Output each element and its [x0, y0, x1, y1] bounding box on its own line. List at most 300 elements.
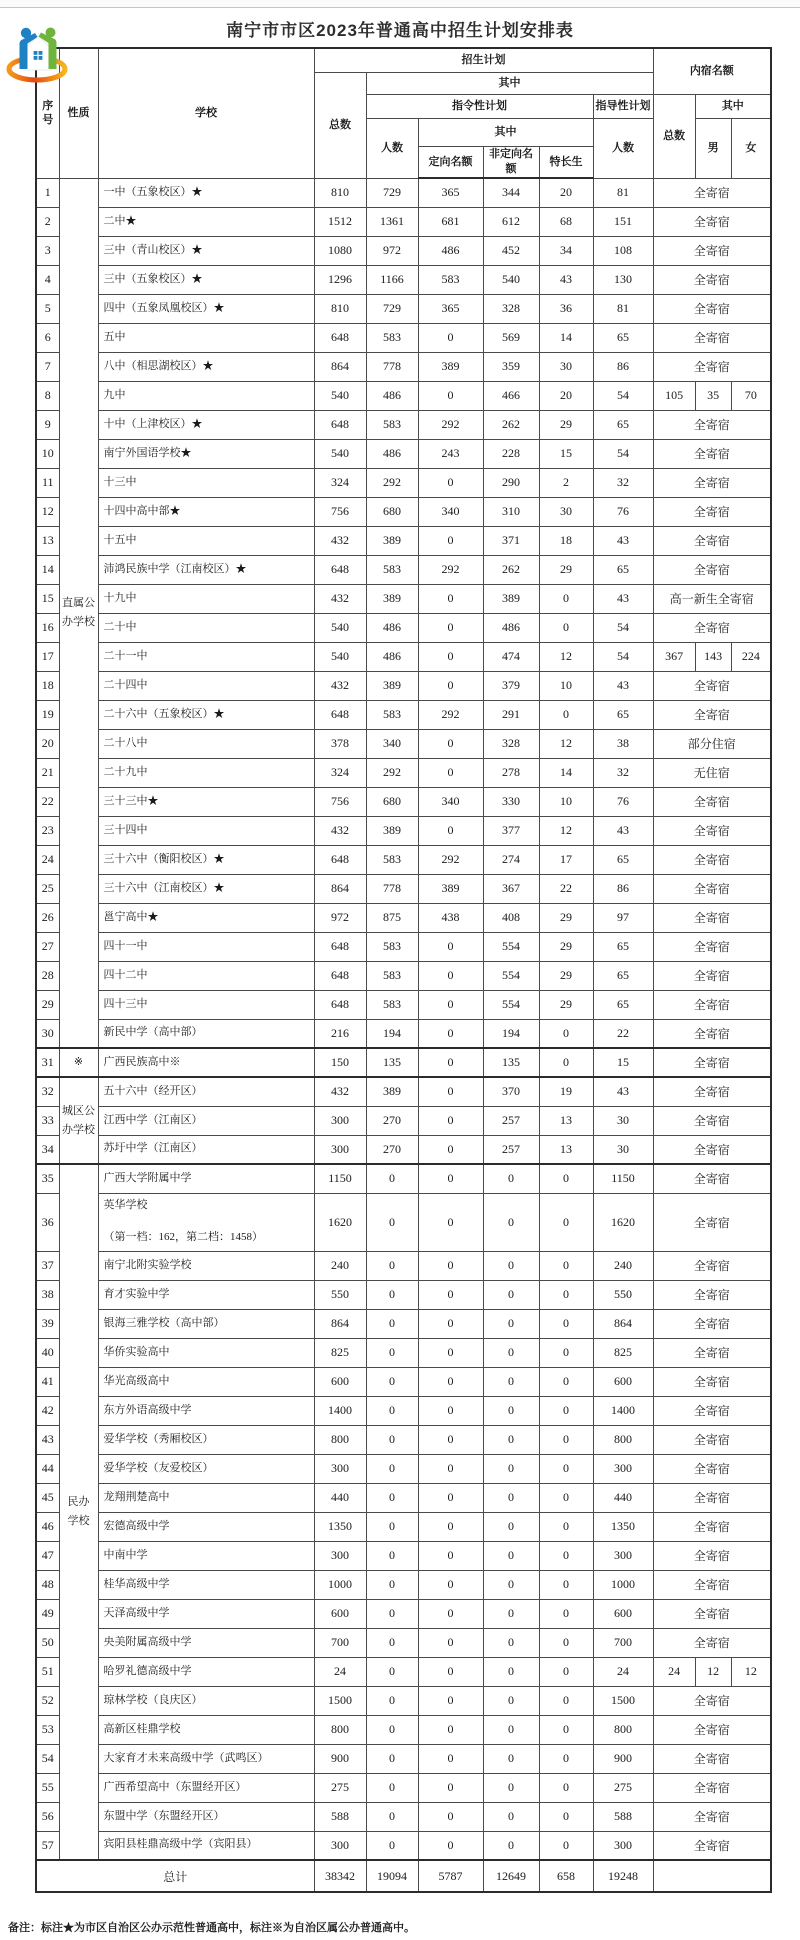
guiding-count-cell: 43: [593, 526, 653, 555]
school-name-cell: 东盟中学（东盟经开区）: [98, 1802, 314, 1831]
boarding-cell: 全寄宿: [653, 1280, 771, 1309]
non-directed-quota-cell: 0: [483, 1338, 539, 1367]
guiding-count-cell: 65: [593, 323, 653, 352]
directive-count-cell: 0: [366, 1512, 418, 1541]
non-directed-quota-cell: 0: [483, 1164, 539, 1193]
row-number-cell: 41: [36, 1367, 59, 1396]
boarding-cell: 全寄宿: [653, 1483, 771, 1512]
directive-count-cell: 389: [366, 1077, 418, 1106]
non-directed-quota-cell: 474: [483, 642, 539, 671]
guiding-count-cell: 54: [593, 439, 653, 468]
row-number-cell: 44: [36, 1454, 59, 1483]
boarding-cell: 全寄宿: [653, 1744, 771, 1773]
directive-count-cell: 0: [366, 1309, 418, 1338]
non-directed-quota-cell: 359: [483, 352, 539, 381]
directed-quota-cell: 0: [418, 323, 483, 352]
directed-quota-cell: 365: [418, 294, 483, 323]
school-row: [36, 1628, 771, 1657]
school-row: [36, 1773, 771, 1802]
enroll-total-cell: 324: [314, 758, 366, 787]
enroll-total-cell: 540: [314, 613, 366, 642]
row-number-cell: 11: [36, 468, 59, 497]
enroll-total-cell: 800: [314, 1715, 366, 1744]
school-name-cell: 二十九中: [98, 758, 314, 787]
non-directed-quota-cell: 554: [483, 990, 539, 1019]
header-guiding-count: 人数: [593, 118, 653, 178]
school-row: [36, 1251, 771, 1280]
row-number-cell: 26: [36, 903, 59, 932]
header-directive-plan: 指令性计划: [366, 94, 593, 118]
guiding-count-cell: 15: [593, 1048, 653, 1077]
boarding-cell: 全寄宿: [653, 1367, 771, 1396]
enroll-total-cell: 972: [314, 903, 366, 932]
non-directed-quota-cell: 0: [483, 1396, 539, 1425]
guiding-count-cell: 65: [593, 410, 653, 439]
directive-count-cell: 0: [366, 1454, 418, 1483]
directed-quota-cell: 292: [418, 555, 483, 584]
total-label: 总计: [36, 1860, 314, 1892]
enroll-total-cell: 700: [314, 1628, 366, 1657]
row-number-cell: 55: [36, 1773, 59, 1802]
row-number-cell: 24: [36, 845, 59, 874]
directive-count-cell: 0: [366, 1541, 418, 1570]
non-directed-quota-cell: 274: [483, 845, 539, 874]
enroll-total-cell: 432: [314, 526, 366, 555]
directive-count-cell: 486: [366, 642, 418, 671]
header-directed-quota: 定向名额: [418, 146, 483, 178]
non-directed-quota-cell: 0: [483, 1599, 539, 1628]
school-name-cell: 沛鸿民族中学（江南校区）★: [98, 555, 314, 584]
non-directed-quota-cell: 344: [483, 178, 539, 207]
nature-group-cell: 直属公 办学校: [59, 178, 98, 1048]
enroll-total-cell: 1080: [314, 236, 366, 265]
guiding-count-cell: 22: [593, 1019, 653, 1048]
enroll-total-cell: 432: [314, 584, 366, 613]
non-directed-quota-cell: 194: [483, 1019, 539, 1048]
non-directed-quota-cell: 0: [483, 1251, 539, 1280]
header-enroll-plan: 招生计划: [314, 48, 653, 72]
directed-quota-cell: 486: [418, 236, 483, 265]
directed-quota-cell: 365: [418, 178, 483, 207]
directive-count-cell: 0: [366, 1164, 418, 1193]
non-directed-quota-cell: 554: [483, 932, 539, 961]
enroll-total-cell: 300: [314, 1454, 366, 1483]
special-students-cell: 14: [539, 758, 593, 787]
school-name-cell: 四中（五象凤凰校区）★: [98, 294, 314, 323]
directive-count-cell: 1361: [366, 207, 418, 236]
boarding-cell: 全寄宿: [653, 787, 771, 816]
directive-count-cell: 0: [366, 1657, 418, 1686]
directed-quota-cell: 0: [418, 961, 483, 990]
non-directed-quota-cell: 0: [483, 1802, 539, 1831]
boarding-cell: 部分住宿: [653, 729, 771, 758]
boarding-cell: 全寄宿: [653, 1599, 771, 1628]
enrollment-plan-table: [35, 47, 772, 1893]
directive-count-cell: 0: [366, 1483, 418, 1512]
special-students-cell: 0: [539, 1570, 593, 1599]
boarding-cell: 全寄宿: [653, 410, 771, 439]
school-row: [36, 1280, 771, 1309]
non-directed-quota-cell: 0: [483, 1686, 539, 1715]
header-serial-number: 序号: [36, 48, 59, 178]
enroll-total-cell: 440: [314, 1483, 366, 1512]
row-number-cell: 28: [36, 961, 59, 990]
row-number-cell: 5: [36, 294, 59, 323]
total-directed-quota: 5787: [418, 1860, 483, 1892]
school-name-cell: 三十六中（衡阳校区）★: [98, 845, 314, 874]
school-row: [36, 207, 771, 236]
directive-count-cell: 0: [366, 1570, 418, 1599]
boarding-cell: 全寄宿: [653, 1512, 771, 1541]
directed-quota-cell: 0: [418, 642, 483, 671]
enroll-total-cell: 300: [314, 1831, 366, 1860]
school-name-cell: 银海三雅学校（高中部）: [98, 1309, 314, 1338]
table-footer: [36, 1860, 771, 1892]
boarding-cell: 全寄宿: [653, 207, 771, 236]
enroll-total-cell: 864: [314, 1309, 366, 1338]
boarding-cell: 全寄宿: [653, 178, 771, 207]
directed-quota-cell: 292: [418, 700, 483, 729]
directed-quota-cell: 0: [418, 1338, 483, 1367]
row-number-cell: 18: [36, 671, 59, 700]
row-number-cell: 6: [36, 323, 59, 352]
special-students-cell: 0: [539, 1628, 593, 1657]
boarding-cell: 全寄宿: [653, 1715, 771, 1744]
special-students-cell: 43: [539, 265, 593, 294]
special-students-cell: 68: [539, 207, 593, 236]
school-row: [36, 323, 771, 352]
special-students-cell: 0: [539, 700, 593, 729]
school-row: [36, 758, 771, 787]
school-row: [36, 468, 771, 497]
non-directed-quota-cell: 290: [483, 468, 539, 497]
directed-quota-cell: 389: [418, 874, 483, 903]
guiding-count-cell: 1000: [593, 1570, 653, 1599]
non-directed-quota-cell: 262: [483, 555, 539, 584]
guiding-count-cell: 700: [593, 1628, 653, 1657]
school-name-cell: 二中★: [98, 207, 314, 236]
school-row: [36, 1019, 771, 1048]
school-name-cell: 二十六中（五象校区）★: [98, 700, 314, 729]
directed-quota-cell: 438: [418, 903, 483, 932]
non-directed-quota-cell: 612: [483, 207, 539, 236]
row-number-cell: 47: [36, 1541, 59, 1570]
special-students-cell: 0: [539, 1483, 593, 1512]
enroll-total-cell: 648: [314, 323, 366, 352]
special-students-cell: 0: [539, 1802, 593, 1831]
boarding-cell: 全寄宿: [653, 439, 771, 468]
school-name-cell: 龙翔荆楚高中: [98, 1483, 314, 1512]
boarding-cell: 全寄宿: [653, 961, 771, 990]
directed-quota-cell: 0: [418, 1280, 483, 1309]
boarding-cell: 全寄宿: [653, 236, 771, 265]
special-students-cell: 29: [539, 961, 593, 990]
enroll-total-cell: 1620: [314, 1193, 366, 1251]
directed-quota-cell: 0: [418, 1019, 483, 1048]
guiding-count-cell: 32: [593, 468, 653, 497]
directive-count-cell: 292: [366, 468, 418, 497]
boarding-cell: 全寄宿: [653, 1106, 771, 1135]
directed-quota-cell: 0: [418, 1512, 483, 1541]
special-students-cell: 0: [539, 1773, 593, 1802]
row-number-cell: 57: [36, 1831, 59, 1860]
total-row: [36, 1860, 771, 1892]
school-row: [36, 1599, 771, 1628]
guiding-count-cell: 54: [593, 642, 653, 671]
page-title: 南宁市市区2023年普通高中招生计划安排表: [226, 21, 574, 40]
special-students-cell: 20: [539, 381, 593, 410]
special-students-cell: 29: [539, 555, 593, 584]
school-name-cell: 广西民族高中※: [98, 1048, 314, 1077]
school-name-cell: 三十三中★: [98, 787, 314, 816]
header-directive-count: 人数: [366, 118, 418, 178]
boarding-cell: 全寄宿: [653, 1802, 771, 1831]
non-directed-quota-cell: 0: [483, 1744, 539, 1773]
header-among-2: 其中: [418, 118, 593, 146]
non-directed-quota-cell: 0: [483, 1483, 539, 1512]
non-directed-quota-cell: 330: [483, 787, 539, 816]
school-name-cell: 华侨实验高中: [98, 1338, 314, 1367]
school-row: [36, 294, 771, 323]
row-number-cell: 27: [36, 932, 59, 961]
enroll-total-cell: 150: [314, 1048, 366, 1077]
school-row: [36, 1338, 771, 1367]
special-students-cell: 0: [539, 1831, 593, 1860]
directive-count-cell: 680: [366, 787, 418, 816]
enroll-total-cell: 300: [314, 1106, 366, 1135]
non-directed-quota-cell: 257: [483, 1106, 539, 1135]
enroll-total-cell: 1500: [314, 1686, 366, 1715]
directed-quota-cell: 583: [418, 265, 483, 294]
row-number-cell: 34: [36, 1135, 59, 1164]
guiding-count-cell: 65: [593, 961, 653, 990]
directive-count-cell: 729: [366, 294, 418, 323]
row-number-cell: 40: [36, 1338, 59, 1367]
non-directed-quota-cell: 367: [483, 874, 539, 903]
school-row: [36, 1193, 771, 1251]
boarding-female-cell: 12: [731, 1657, 771, 1686]
directed-quota-cell: 292: [418, 845, 483, 874]
directed-quota-cell: 0: [418, 584, 483, 613]
boarding-cell: 全寄宿: [653, 1831, 771, 1860]
special-students-cell: 34: [539, 236, 593, 265]
directive-count-cell: 389: [366, 526, 418, 555]
school-name-cell: 宏德高级中学: [98, 1512, 314, 1541]
non-directed-quota-cell: 0: [483, 1657, 539, 1686]
boarding-cell: 全寄宿: [653, 671, 771, 700]
school-name-cell: 大家育才未来高级中学（武鸣区）: [98, 1744, 314, 1773]
row-number-cell: 46: [36, 1512, 59, 1541]
enroll-total-cell: 324: [314, 468, 366, 497]
school-row: [36, 555, 771, 584]
enroll-total-cell: 864: [314, 874, 366, 903]
row-number-cell: 8: [36, 381, 59, 410]
directive-count-cell: 270: [366, 1106, 418, 1135]
school-name-cell: 五中: [98, 323, 314, 352]
school-row: [36, 439, 771, 468]
school-row: [36, 1454, 771, 1483]
school-row: [36, 410, 771, 439]
school-row: [36, 1135, 771, 1164]
non-directed-quota-cell: 0: [483, 1628, 539, 1657]
row-number-cell: 22: [36, 787, 59, 816]
school-name-cell: 四十二中: [98, 961, 314, 990]
guiding-count-cell: 65: [593, 932, 653, 961]
total-guiding-count: 19248: [593, 1860, 653, 1892]
boarding-total-cell: 105: [653, 381, 695, 410]
row-number-cell: 30: [36, 1019, 59, 1048]
boarding-cell: 全寄宿: [653, 1570, 771, 1599]
row-number-cell: 53: [36, 1715, 59, 1744]
school-name-cell: 广西大学附属中学: [98, 1164, 314, 1193]
directed-quota-cell: 0: [418, 1570, 483, 1599]
row-number-cell: 3: [36, 236, 59, 265]
header-boarding-quota: 内宿名额: [653, 48, 771, 94]
guiding-count-cell: 65: [593, 555, 653, 584]
guiding-count-cell: 600: [593, 1367, 653, 1396]
directed-quota-cell: 0: [418, 729, 483, 758]
row-number-cell: 43: [36, 1425, 59, 1454]
directed-quota-cell: 0: [418, 1425, 483, 1454]
guiding-count-cell: 1400: [593, 1396, 653, 1425]
directive-count-cell: 0: [366, 1802, 418, 1831]
directive-count-cell: 583: [366, 990, 418, 1019]
school-name-cell: 十九中: [98, 584, 314, 613]
enroll-total-cell: 800: [314, 1425, 366, 1454]
enroll-total-cell: 540: [314, 439, 366, 468]
row-number-cell: 48: [36, 1570, 59, 1599]
total-special-students: 658: [539, 1860, 593, 1892]
directed-quota-cell: 340: [418, 497, 483, 526]
school-row: [36, 1077, 771, 1106]
directive-count-cell: 135: [366, 1048, 418, 1077]
enroll-total-cell: 648: [314, 845, 366, 874]
directed-quota-cell: 0: [418, 526, 483, 555]
directed-quota-cell: 0: [418, 990, 483, 1019]
header-male: 男: [695, 118, 731, 178]
special-students-cell: 12: [539, 816, 593, 845]
directive-count-cell: 389: [366, 816, 418, 845]
row-number-cell: 4: [36, 265, 59, 294]
special-students-cell: 20: [539, 178, 593, 207]
directed-quota-cell: 0: [418, 1831, 483, 1860]
school-name-cell: 中南中学: [98, 1541, 314, 1570]
boarding-cell: 全寄宿: [653, 1193, 771, 1251]
row-number-cell: 25: [36, 874, 59, 903]
directed-quota-cell: 0: [418, 1628, 483, 1657]
directive-count-cell: 292: [366, 758, 418, 787]
total-boarding-blank: [653, 1860, 771, 1892]
boarding-total-cell: 24: [653, 1657, 695, 1686]
school-name-cell: 三中（五象校区）★: [98, 265, 314, 294]
enroll-total-cell: 900: [314, 1744, 366, 1773]
ring-front: [9, 69, 65, 80]
directed-quota-cell: 0: [418, 1483, 483, 1512]
school-row: [36, 1396, 771, 1425]
guiding-count-cell: 240: [593, 1251, 653, 1280]
guiding-count-cell: 1350: [593, 1512, 653, 1541]
special-students-cell: 10: [539, 787, 593, 816]
row-number-cell: 49: [36, 1599, 59, 1628]
non-directed-quota-cell: 0: [483, 1454, 539, 1483]
enroll-total-cell: 648: [314, 555, 366, 584]
boarding-male-cell: 35: [695, 381, 731, 410]
non-directed-quota-cell: 328: [483, 294, 539, 323]
special-students-cell: 0: [539, 1309, 593, 1338]
non-directed-quota-cell: 486: [483, 613, 539, 642]
special-students-cell: 30: [539, 497, 593, 526]
school-name-cell: 八中（相思湖校区）★: [98, 352, 314, 381]
row-number-cell: 52: [36, 1686, 59, 1715]
boarding-cell: 全寄宿: [653, 526, 771, 555]
directive-count-cell: 486: [366, 381, 418, 410]
boarding-cell: 全寄宿: [653, 1686, 771, 1715]
enroll-total-cell: 540: [314, 381, 366, 410]
directed-quota-cell: 0: [418, 1367, 483, 1396]
school-row: [36, 1657, 771, 1686]
non-directed-quota-cell: 278: [483, 758, 539, 787]
non-directed-quota-cell: 0: [483, 1280, 539, 1309]
guiding-count-cell: 300: [593, 1831, 653, 1860]
boarding-cell: 全寄宿: [653, 1309, 771, 1338]
special-students-cell: 29: [539, 990, 593, 1019]
special-students-cell: 0: [539, 584, 593, 613]
school-row: [36, 816, 771, 845]
non-directed-quota-cell: 0: [483, 1541, 539, 1570]
directed-quota-cell: 0: [418, 932, 483, 961]
row-number-cell: 38: [36, 1280, 59, 1309]
header-guiding-plan: 指导性计划: [593, 94, 653, 118]
boarding-male-cell: 12: [695, 1657, 731, 1686]
school-row: [36, 1831, 771, 1860]
directed-quota-cell: 0: [418, 1251, 483, 1280]
boarding-cell: 全寄宿: [653, 468, 771, 497]
non-directed-quota-cell: 554: [483, 961, 539, 990]
row-number-cell: 1: [36, 178, 59, 207]
total-non-directed-quota: 12649: [483, 1860, 539, 1892]
special-students-cell: 29: [539, 932, 593, 961]
school-name-cell: 四十一中: [98, 932, 314, 961]
row-number-cell: 33: [36, 1106, 59, 1135]
school-name-cell: 广西希望高中（东盟经开区）: [98, 1773, 314, 1802]
school-row: [36, 1309, 771, 1338]
row-number-cell: 29: [36, 990, 59, 1019]
directed-quota-cell: 0: [418, 671, 483, 700]
special-students-cell: 13: [539, 1106, 593, 1135]
non-directed-quota-cell: 371: [483, 526, 539, 555]
school-name-cell: 新民中学（高中部）: [98, 1019, 314, 1048]
school-name-cell: 三中（青山校区）★: [98, 236, 314, 265]
guiding-count-cell: 151: [593, 207, 653, 236]
directive-count-cell: 0: [366, 1599, 418, 1628]
enroll-total-cell: 756: [314, 787, 366, 816]
header-among-3: 其中: [695, 94, 771, 118]
directive-count-cell: 583: [366, 323, 418, 352]
enroll-total-cell: 810: [314, 178, 366, 207]
school-row: [36, 1802, 771, 1831]
directed-quota-cell: 0: [418, 1048, 483, 1077]
directive-count-cell: 583: [366, 410, 418, 439]
school-name-cell: 二十八中: [98, 729, 314, 758]
row-number-cell: 12: [36, 497, 59, 526]
guiding-count-cell: 588: [593, 1802, 653, 1831]
enroll-total-cell: 1512: [314, 207, 366, 236]
school-name-cell: 苏圩中学（江南区）: [98, 1135, 314, 1164]
special-students-cell: 14: [539, 323, 593, 352]
non-directed-quota-cell: 452: [483, 236, 539, 265]
guiding-count-cell: 24: [593, 1657, 653, 1686]
table-header: [36, 48, 771, 178]
